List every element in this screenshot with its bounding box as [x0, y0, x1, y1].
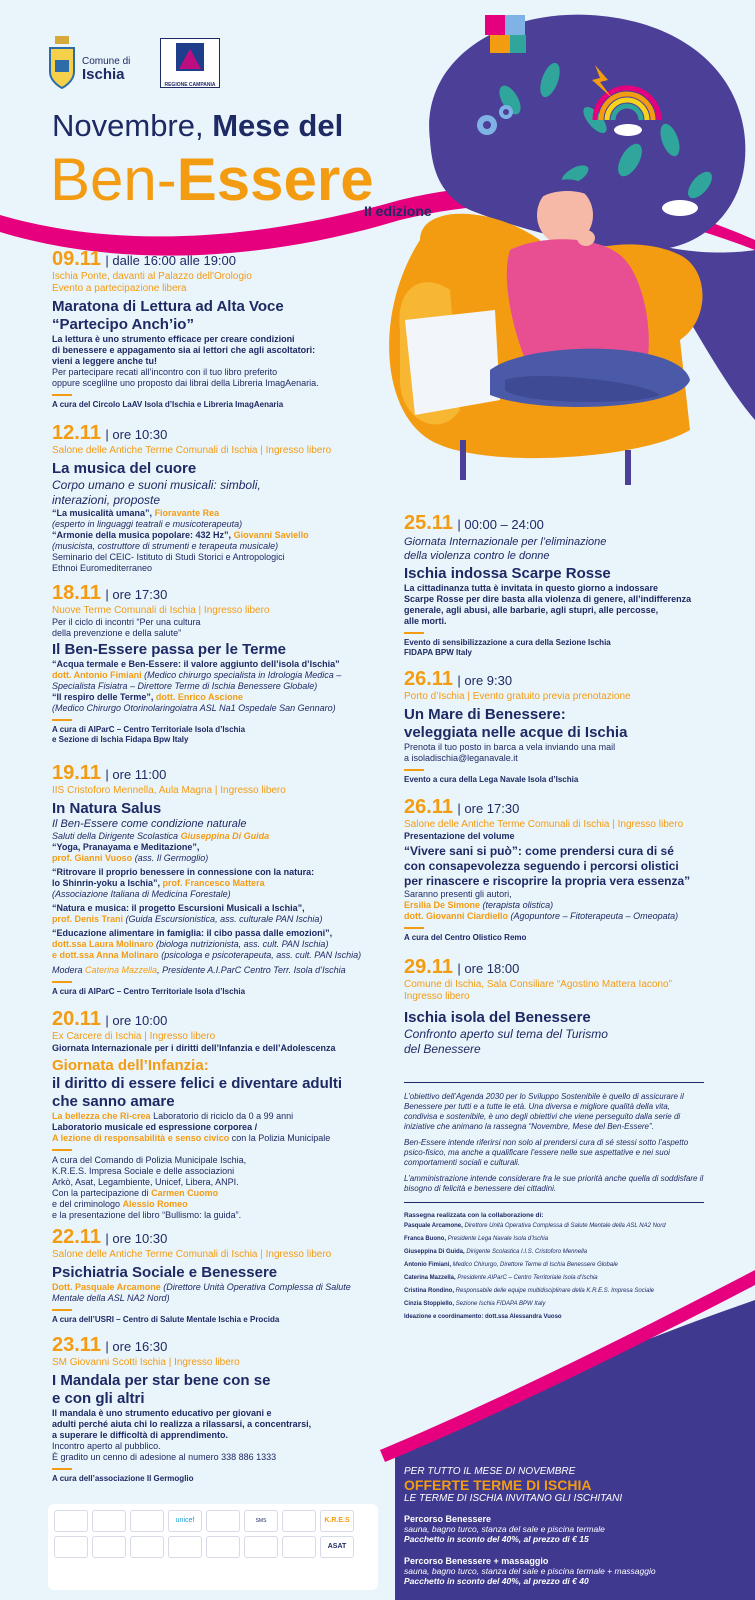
woman-armchair-illustration — [380, 10, 755, 510]
speaker-role: (Guida Escursionistica, ass. culturale PAN Ischia) — [125, 914, 323, 924]
event-place: Salone delle Antiche Terme Comunali di Ischia | Ingresso libero — [52, 1249, 332, 1260]
comune-label: Comune di — [82, 56, 131, 67]
speaker-name: Giuseppina Di Guida — [180, 831, 270, 841]
regione-logo — [160, 38, 220, 88]
event-time: | ore 17:30 — [457, 801, 520, 816]
event-place: Salone delle Antiche Terme Comunali di Ischia | Ingresso libero — [52, 445, 332, 456]
event-subtitle: Corpo umano e suoni musicali: simboli, — [52, 478, 261, 492]
event-highlight: La lettura è uno strumento efficace per creare condizioni — [52, 334, 295, 344]
collab-title: Rassegna realizzata con la collaborazione di: — [404, 1212, 544, 1219]
partner-logo — [206, 1536, 240, 1558]
talk-title: “La musicalità umana”, — [52, 508, 153, 518]
speaker-name: prof. Francesco Mattera — [162, 878, 265, 888]
greetings: Saluti della Dirigente Scolastica — [52, 831, 179, 841]
event-organizer-2: K.R.E.S. Impresa Sociale e delle associazioni — [52, 1166, 235, 1176]
event-body: Prenota il tuo posto in barca a vela inviando una mail — [404, 742, 616, 752]
event-body: Per partecipare recati all’incontro con il tuo libro preferito — [52, 367, 278, 377]
event-place: IIS Cristoforo Mennella, Aula Magna | Ingresso libero — [52, 785, 286, 796]
event-title-2: con consapevolezza seguendo i percorsi olistici — [404, 859, 679, 873]
event-seminar: Seminario del CEIC- Istituto di Studi Storici e Antropologici — [52, 552, 285, 562]
package-1-price: Pacchetto in sconto del 40%, al prezzo di € 15 — [404, 1534, 589, 1544]
speaker-name: prof. Gianni Vuoso — [52, 853, 133, 863]
event-highlight-2: di benessere e appagamento sia ai lettori che agli ascoltatori: — [52, 345, 316, 355]
about-section — [404, 1092, 704, 1324]
event-subtitle: Giornata Internazionale per l’eliminazione — [404, 536, 607, 548]
separator — [404, 769, 424, 771]
event-seminar-2: Ethnoi Euromediterraneo — [52, 563, 153, 573]
speaker-role: (psicologa e psicoterapeuta, ass. cult. PAN Ischia) — [161, 950, 362, 960]
event-body: Incontro aperto al pubblico. — [52, 1441, 161, 1451]
event-title: Il Ben-Essere passa per le Terme — [52, 641, 287, 658]
collab-role: Medico Chirurgo, Direttore Terme di Ischia Benessere Globale — [452, 1262, 618, 1268]
event-intro: Giornata Internazionale per i diritti dell’Infanzia e dell’Adolescenza — [52, 1043, 336, 1053]
participation-label: e del criminologo — [52, 1199, 121, 1209]
separator — [52, 1309, 72, 1311]
partner-logo — [54, 1536, 88, 1558]
event-highlight-2: adulti perché aiuta chi lo realizza a rilassarsi, a concentrarsi, — [52, 1419, 312, 1429]
event-0911 — [52, 248, 382, 410]
speaker-role-2: Mentale della ASL NA2 Nord) — [52, 1293, 170, 1303]
collab-role: Dirigente Scolastica I.I.S. Cristoforo Mennella — [466, 1249, 588, 1255]
event-title: Psichiatria Sociale e Benessere — [52, 1264, 278, 1281]
about-paragraph-2: Ben-Essere intende riferirsi non solo al prendersi cura di sé stessi sotto l’aspetto psico-fisico, ma anche a qualificare l’essere nelle sue aspettative e nei suoi comportamenti sociali e culturali. — [404, 1138, 689, 1167]
event-subtitle: Confronto aperto sul tema del Turismo — [404, 1027, 608, 1041]
kres-logo: K.R.E.S — [320, 1510, 354, 1532]
event-date: 09.11 — [52, 248, 101, 270]
author-name: Ersilia De Simone — [404, 900, 481, 910]
event-title: Ischia isola del Benessere — [404, 1009, 591, 1026]
separator — [404, 632, 424, 634]
separator — [52, 1468, 72, 1470]
comune-name: Ischia — [82, 66, 125, 83]
moderator-name: Caterina Mazzella — [85, 965, 158, 975]
collab-name: Cinzia Stoppiello, — [404, 1301, 455, 1307]
event-time: | ore 10:00 — [105, 1013, 168, 1028]
author-role: (Agopuntore – Fitoterapeuta – Omeopata) — [510, 911, 679, 921]
event-body-2: oppure sceglilne uno proposto dai librai della Libreria ImagAenaria. — [52, 378, 319, 388]
book-presentation-label: Presentazione del volume — [404, 831, 515, 841]
event-place: SM Giovanni Scotti Ischia | Ingresso libero — [52, 1357, 240, 1368]
speaker-role: (Medico chirurgo specialista in Idrologia Medica – — [144, 670, 342, 680]
event-date: 19.11 — [52, 762, 101, 784]
event-organizer: Evento a cura della Lega Navale Isola d’Ischia — [404, 775, 579, 784]
event-organizer: A cura del Circolo LaAV Isola d’Ischia e Libreria ImagAenaria — [52, 400, 284, 409]
partner-logo — [130, 1536, 164, 1558]
partner-logo — [244, 1536, 278, 1558]
collab-role: Sezione Ischia FIDAPA BPW Italy — [455, 1301, 546, 1307]
event-time: | ore 9:30 — [457, 673, 513, 688]
event-organizer-2: FIDAPA BPW Italy — [404, 648, 473, 657]
event-body-2: È gradito un cenno di adesione al numero 338 886 1333 — [52, 1452, 277, 1462]
collab-item — [404, 1233, 704, 1246]
event-date: 12.11 — [52, 422, 101, 444]
activity-name: La bellezza che Ri-crea — [52, 1111, 151, 1121]
speaker-name: Dott. Pasquale Arcamone — [52, 1282, 161, 1292]
event-organizer: Evento di sensibilizzazione a cura della Sezione Ischia — [404, 638, 611, 647]
partner-logo — [92, 1536, 126, 1558]
speaker-name: prof. Denis Trani — [52, 914, 124, 924]
event-time: | ore 10:30 — [105, 427, 168, 442]
event-1911 — [52, 762, 382, 997]
separator — [404, 927, 424, 929]
event-subtitle: Il Ben-Essere come condizione naturale — [52, 818, 247, 830]
event-subtitle-2: della violenza contro le donne — [404, 550, 550, 562]
talk-title: “Educazione alimentare in famiglia: il cibo passa dalle emozioni”, — [52, 928, 333, 938]
event-1211 — [52, 422, 382, 574]
event-highlight-3: a superare le difficoltà di apprendimento. — [52, 1430, 229, 1440]
event-date: 23.11 — [52, 1334, 101, 1356]
event-body-2: a isoladischia@leganavale.it — [404, 753, 518, 763]
separator — [52, 394, 72, 396]
speaker-role: (esperto in linguaggi teatrali e musicoterapeuta) — [52, 519, 243, 529]
page-title-line1 — [52, 108, 343, 144]
separator — [52, 719, 72, 721]
moderator-role: , Presidente A.I.ParC Centro Terr. Isola d’Ischia — [157, 965, 346, 975]
collab-role: Responsabile delle equipe multidisciplinare della K.R.E.S. Impresa Sociale — [455, 1288, 655, 1294]
event-date: 22.11 — [52, 1226, 101, 1248]
collab-item — [404, 1298, 704, 1311]
partner-logo — [130, 1510, 164, 1532]
offer-pre: PER TUTTO IL MESE DI NOVEMBRE — [404, 1466, 576, 1477]
activity-desc: con la Polizia Municipale — [231, 1133, 331, 1143]
event-date: 29.11 — [404, 956, 453, 978]
participation-label: Con la partecipazione di — [52, 1188, 149, 1198]
event-title: Un Mare di Benessere: — [404, 706, 566, 723]
collab-item — [404, 1311, 704, 1324]
event-highlight-4: alle morti. — [404, 616, 447, 626]
event-organizer: A cura di AIParC – Centro Territoriale Isola d’Ischia — [52, 987, 246, 996]
event-organizer-3: Arkò, Asat, Legambiente, Unicef, Libera, ANPI. — [52, 1177, 239, 1187]
sms-scotti-logo: SMS — [244, 1510, 278, 1532]
collab-item — [404, 1246, 704, 1259]
collab-name: Cristina Rondino, — [404, 1288, 454, 1294]
collab-name: Caterina Mazzella, — [404, 1275, 456, 1281]
speaker-role-2: Specialista Fisiatra – Direttore Terme di Ischia Benessere Globale) — [52, 681, 318, 691]
talk-title: “Acqua termale e Ben-Essere: il valore aggiunto dell’isola d’Ischia” — [52, 659, 340, 669]
event-highlight: Il mandala è uno strumento educativo per giovani e — [52, 1408, 272, 1418]
author-name: dott. Giovanni Ciardiello — [404, 911, 509, 921]
package-1-desc: sauna, bagno turco, stanza del sale e piscina termale — [404, 1524, 605, 1534]
event-subtitle-2: del Benessere — [404, 1042, 481, 1056]
event-time: | ore 17:30 — [105, 587, 168, 602]
collab-item — [404, 1259, 704, 1272]
event-organizer: A cura dell’USRI – Centro di Salute Mentale Ischia e Procida — [52, 1315, 280, 1324]
collab-item — [404, 1220, 704, 1233]
talk-title: “Natura e musica: il progetto Escursioni Musicali a Ischia”, — [52, 903, 305, 913]
collab-name: Giuseppina Di Guida, — [404, 1249, 465, 1255]
collab-item — [404, 1285, 704, 1298]
event-highlight-2: Scarpe Rosse per dire basta alla violenza di genere, all’indifferenza — [404, 594, 692, 604]
package-2-price: Pacchetto in sconto del 40%, al prezzo di € 40 — [404, 1576, 589, 1586]
partner-logo — [92, 1510, 126, 1532]
event-date: 20.11 — [52, 1008, 101, 1030]
event-title-2: “Partecipo Anch’io” — [52, 316, 194, 333]
collab-role: Presidente Lega Navale Isola d’Ischia — [447, 1236, 549, 1242]
package-2-desc: sauna, bagno turco, stanza del sale e piscina termale + massaggio — [404, 1566, 656, 1576]
title-novembre: Novembre, — [52, 108, 204, 143]
title-ben: Ben- — [50, 146, 177, 213]
partner-logo — [282, 1510, 316, 1532]
event-2611-afternoon — [404, 796, 749, 943]
guest-name: Carmen Cuomo — [151, 1188, 219, 1198]
partner-logo — [168, 1536, 202, 1558]
divider — [404, 1202, 704, 1203]
title-essere: Essere — [176, 146, 374, 213]
comune-logo — [48, 36, 76, 97]
speaker-role: (Direttore Unità Operativa Complessa di Salute — [163, 1282, 351, 1292]
event-date: 26.11 — [404, 796, 453, 818]
edition-label: II edizione — [364, 203, 432, 219]
event-highlight: La cittadinanza tutta è invitata in questo giorno a indossare — [404, 583, 659, 593]
event-organizer: A cura del Centro Olistico Remo — [404, 933, 527, 942]
event-place: Porto d’Ischia | Evento gratuito previa prenotazione — [404, 691, 631, 702]
speaker-name: dott. Antonio Fimiani — [52, 670, 142, 680]
book-presentation: e la presentazione del libro “Bullismo: la guida”. — [52, 1210, 242, 1220]
regione-label: REGIONE CAMPANIA — [164, 82, 216, 88]
author-role: (terapista olistica) — [482, 900, 554, 910]
event-place: Ischia Ponte, davanti al Palazzo dell'Orologio — [52, 271, 252, 282]
event-title-highlight: Giornata dell’Infanzia: — [52, 1057, 209, 1074]
separator — [52, 981, 72, 983]
event-organizer: A cura del Comando di Polizia Municipale Ischia, — [52, 1155, 247, 1165]
event-title-3: per rinascere e riscoprire la propria vera essenza” — [404, 874, 691, 888]
collab-role: Presidente AIParC – Centro Territoriale Isola d’Ischia — [457, 1275, 598, 1281]
event-organizer: A cura di AIParC – Centro Territoriale Isola d’Ischia — [52, 725, 246, 734]
event-highlight-3: generale, agli abusi, alle barbarie, agli stupri, alle percosse, — [404, 605, 659, 615]
package-1-title: Percorso Benessere — [404, 1514, 492, 1524]
offer-subtitle: LE TERME DI ISCHIA INVITANO GLI ISCHITANI — [404, 1493, 623, 1504]
event-place: Salone delle Antiche Terme Comunali di Ischia | Ingresso libero — [404, 819, 684, 830]
event-title: Ischia indossa Scarpe Rosse — [404, 565, 611, 582]
event-date: 18.11 — [52, 582, 101, 604]
talk-title: “Il respiro delle Terme”, — [52, 692, 154, 702]
event-title: “Vivere sani si può”: come prendersi cura di sé — [404, 844, 674, 858]
regione-emblem-icon — [161, 39, 219, 77]
event-1811 — [52, 582, 382, 745]
event-subtitle-2: interazioni, proposte — [52, 493, 161, 507]
speaker-name: e dott.ssa Anna Molinaro — [52, 950, 159, 960]
collab-name: Pasquale Arcamone, — [404, 1223, 463, 1229]
speaker-name: Fioravante Rea — [154, 508, 220, 518]
event-intro-2: della prevenzione e della salute” — [52, 628, 182, 638]
collab-list — [404, 1220, 704, 1324]
event-2311 — [52, 1334, 392, 1484]
speaker-role: (Associazione Italiana di Medicina Forestale) — [52, 889, 231, 899]
partner-logo — [54, 1510, 88, 1532]
moderator-label: Modera — [52, 965, 83, 975]
speaker-name: dott.ssa Laura Molinaro — [52, 939, 154, 949]
talk-title-2: lo Shinrin-yoku a Ischia”, — [52, 878, 161, 888]
separator — [52, 1149, 72, 1151]
event-time: | ore 10:30 — [105, 1231, 168, 1246]
event-title: Maratona di Lettura ad Alta Voce — [52, 298, 284, 315]
speaker-role: (ass. Il Germoglio) — [134, 853, 209, 863]
collab-item — [404, 1272, 704, 1285]
event-body: Saranno presenti gli autori, — [404, 889, 512, 899]
divider — [404, 1082, 704, 1083]
event-place-2: Evento a partecipazione libera — [52, 283, 187, 294]
event-date: 26.11 — [404, 668, 453, 690]
event-2611-morning — [404, 668, 744, 785]
event-time: | ore 16:30 — [105, 1339, 168, 1354]
collab-name: Antonio Fimiani, — [404, 1262, 451, 1268]
event-time: | ore 11:00 — [105, 767, 167, 782]
partner-logos — [48, 1504, 378, 1590]
partner-logo — [282, 1536, 316, 1558]
page-title-line2 — [50, 148, 374, 212]
event-date: 25.11 — [404, 512, 453, 534]
event-2511 — [404, 512, 744, 658]
asat-logo: ASAT — [320, 1536, 354, 1558]
event-title-2: che sanno amare — [52, 1093, 175, 1110]
speaker-name: Giovanni Saviello — [233, 530, 309, 540]
event-organizer-2: e Sezione di Ischia Fidapa Bpw Italy — [52, 735, 189, 744]
talk-title: “Ritrovare il proprio benessere in connessione con la natura: — [52, 867, 315, 877]
partner-logo — [206, 1510, 240, 1532]
title-mese-del: Mese del — [212, 108, 344, 143]
event-title: I Mandala per star bene con se — [52, 1372, 271, 1389]
event-2211 — [52, 1226, 392, 1325]
about-paragraph-3: L’amministrazione intende considerare fra le sue priorità anche quella di soddisfare il bisogno di felicità e benessere dei cittadini. — [404, 1174, 704, 1193]
speaker-role: (musicista, costruttore di strumenti e terapeuta musicale) — [52, 541, 279, 551]
activity-name: A lezione di responsabilità e senso civico — [52, 1133, 230, 1143]
event-title: La musica del cuore — [52, 460, 197, 477]
offer-section — [404, 1466, 749, 1586]
event-highlight-3: vieni a leggere anche tu! — [52, 356, 158, 366]
activity-name: Laboratorio musicale ed espressione corporea / — [52, 1122, 258, 1132]
event-time: | ore 18:00 — [457, 961, 520, 976]
about-paragraph-1: L’obiettivo dell’Agenda 2030 per lo Sviluppo Sostenibile è quello di assicurare il Benessere per tutti e a tutte le età. Una diversa e migliore qualità della vita, condivisa e sostenibile, è uno degli obiettivi che viene perseguito dalla serie di iniziative che animano la rassegna “Novembre, Mese del Ben-Essere”. — [404, 1092, 684, 1131]
event-time: | dalle 16:00 alle 19:00 — [105, 253, 236, 268]
unicef-logo: unicef — [168, 1510, 202, 1532]
event-2011 — [52, 1008, 392, 1221]
event-time: | 00:00 – 24:00 — [457, 517, 544, 532]
package-2-title: Percorso Benessere + massaggio — [404, 1556, 549, 1566]
event-2911 — [404, 956, 744, 1057]
guest-name: Alessio Romeo — [122, 1199, 188, 1209]
event-title: il diritto di essere felici e diventare adulti — [52, 1075, 343, 1092]
talk-title: “Armonie della musica popolare: 432 Hz”, — [52, 530, 232, 540]
speaker-role: (biologa nutrizionista, ass. cult. PAN Ischia) — [156, 939, 329, 949]
event-place: Ex Carcere di Ischia | Ingresso libero — [52, 1031, 216, 1042]
event-title: In Natura Salus — [52, 800, 162, 817]
collab-name: Ideazione e coordinamento: dott.ssa Alessandra Vuoso — [404, 1314, 562, 1320]
event-organizer: A cura dell’associazione Il Germoglio — [52, 1474, 194, 1483]
crest-icon — [48, 36, 76, 92]
collab-name: Franca Buono, — [404, 1236, 447, 1242]
offer-title: OFFERTE TERME DI ISCHIA — [404, 1477, 592, 1493]
speaker-name: dott. Enrico Ascione — [155, 692, 244, 702]
event-title-2: e con gli altri — [52, 1390, 145, 1407]
speaker-role: (Medico Chirurgo Otorinolaringoiatra ASL Na1 Ospedale San Gennaro) — [52, 703, 336, 713]
event-title-2: veleggiata nelle acque di Ischia — [404, 724, 628, 741]
talk-title: “Yoga, Pranayama e Meditazione”, — [52, 842, 200, 852]
event-intro: Per il ciclo di incontri “Per una cultura — [52, 617, 201, 627]
collab-role: Direttore Unità Operativa Complessa di Salute Mentale della ASL NA2 Nord — [464, 1223, 666, 1229]
event-place: Comune di Ischia, Sala Consiliare “Agostino Mattera Iacono” — [404, 979, 672, 990]
activity-desc: Laboratorio di riciclo da 0 a 99 anni — [153, 1111, 294, 1121]
event-place-2: Ingresso libero — [404, 991, 470, 1002]
event-place: Nuove Terme Comunali di Ischia | Ingresso libero — [52, 605, 270, 616]
